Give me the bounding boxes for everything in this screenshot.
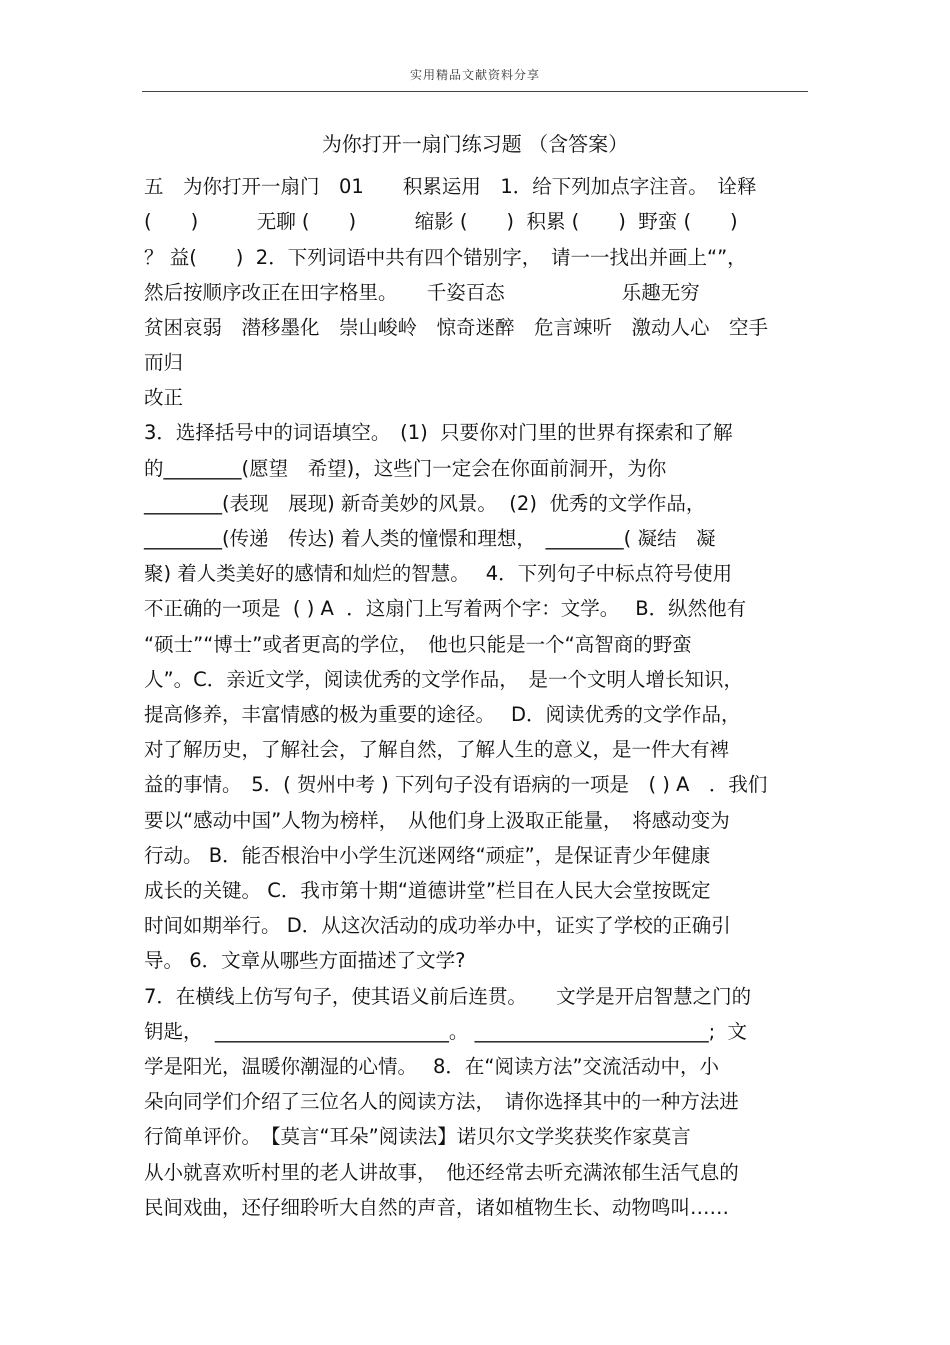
text-line: 聚) 着人类美好的感情和灿烂的智慧。 4．下列句子中标点符号使用	[144, 562, 733, 585]
text-line: 要以“感动中国”人物为榜样， 从他们身上汲取正能量， 将感动变为	[144, 809, 730, 832]
text-line: 不正确的一项是 ( ) A ．这扇门上写着两个字：文学。 B．纵然他有	[144, 597, 747, 620]
text-line: 然后按顺序改正在田字格里。 千姿百态 乐趣无穷	[144, 281, 700, 304]
text-line: ( ) 无聊 ( ) 缩影 ( ) 积累 ( ) 野蛮 ( )	[144, 210, 738, 233]
text-line: 而归	[144, 351, 184, 374]
text-line: 益的事情。 5．( 贺州中考 ) 下列句子没有语病的一项是 ( ) A ．我们	[144, 773, 768, 796]
text-line: 人”。C．亲近文学，阅读优秀的文学作品， 是一个文明人增长知识，	[144, 668, 743, 691]
text-line: 行动。 B．能否根治中小学生沉迷网络“顽症”，是保证青少年健康	[144, 844, 711, 867]
text-line: 的________(愿望 希望)，这些门一定会在你面前洞开，为你	[144, 457, 667, 480]
text-line: 钥匙， ________________________。 ________________________; 文	[144, 1020, 748, 1043]
text-line: 民间戏曲，还仔细聆听大自然的声音，诸如植物生长、动物鸣叫……	[144, 1196, 730, 1219]
page-header: 实用精品文献资料分享	[409, 68, 540, 82]
text-line: 朵向同学们介绍了三位名人的阅读方法， 请你选择其中的一种方法进	[144, 1090, 739, 1113]
text-line: ？ 益( ) 2．下列词语中共有四个错别字， 请一一找出并画上“”，	[144, 246, 747, 269]
text-line: 从小就喜欢听村里的老人讲故事， 他还经常去听充满浓郁生活气息的	[144, 1161, 739, 1184]
text-line: 改正	[144, 386, 184, 409]
text-line: 五 为你打开一扇门 01 积累运用 1．给下列加点字注音。 诠释	[144, 175, 757, 198]
text-line: 导。 6．文章从哪些方面描述了文学?	[144, 949, 466, 972]
text-line: ________(表现 展现) 新奇美妙的风景。 (2) 优秀的文学作品，	[144, 492, 706, 515]
text-line: 7．在横线上仿写句子，使其语义前后连贯。 文学是开启智慧之门的	[144, 985, 752, 1008]
text-line: ________(传递 传达) 着人类的憧憬和理想， ________( 凝结 凝	[144, 527, 716, 550]
text-line: 行简单评价。 【莫言“耳朵”阅读法】诺贝尔文学奖获奖作家莫言	[144, 1125, 691, 1148]
text-line: 贫困哀弱 潜移墨化 崇山峻岭 惊奇迷醉 危言竦听 激动人心 空手	[144, 316, 769, 339]
text-line: 对了解历史，了解社会，了解自然，了解人生的意义，是一件大有裨	[144, 738, 730, 761]
text-line: 提高修养，丰富情感的极为重要的途径。 D．阅读优秀的文学作品，	[144, 703, 741, 726]
text-line: “硕士”“博士”或者更高的学位， 他也只能是一个“高智商的野蛮	[144, 633, 692, 656]
text-line: 3．选择括号中的词语填空。 (1) 只要你对门里的世界有探索和了解	[144, 421, 733, 444]
document-title: 为你打开一扇门练习题 （含答案）	[321, 132, 629, 156]
text-line: 学是阳光，温暖你潮湿的心情。 8．在“阅读方法”交流活动中，小	[144, 1055, 720, 1078]
text-line: 成长的关键。 C．我市第十期“道德讲堂”栏目在人民大会堂按既定	[144, 879, 711, 902]
text-line: 时间如期举行。 D．从这次活动的成功举办中，证实了学校的正确引	[144, 914, 731, 937]
